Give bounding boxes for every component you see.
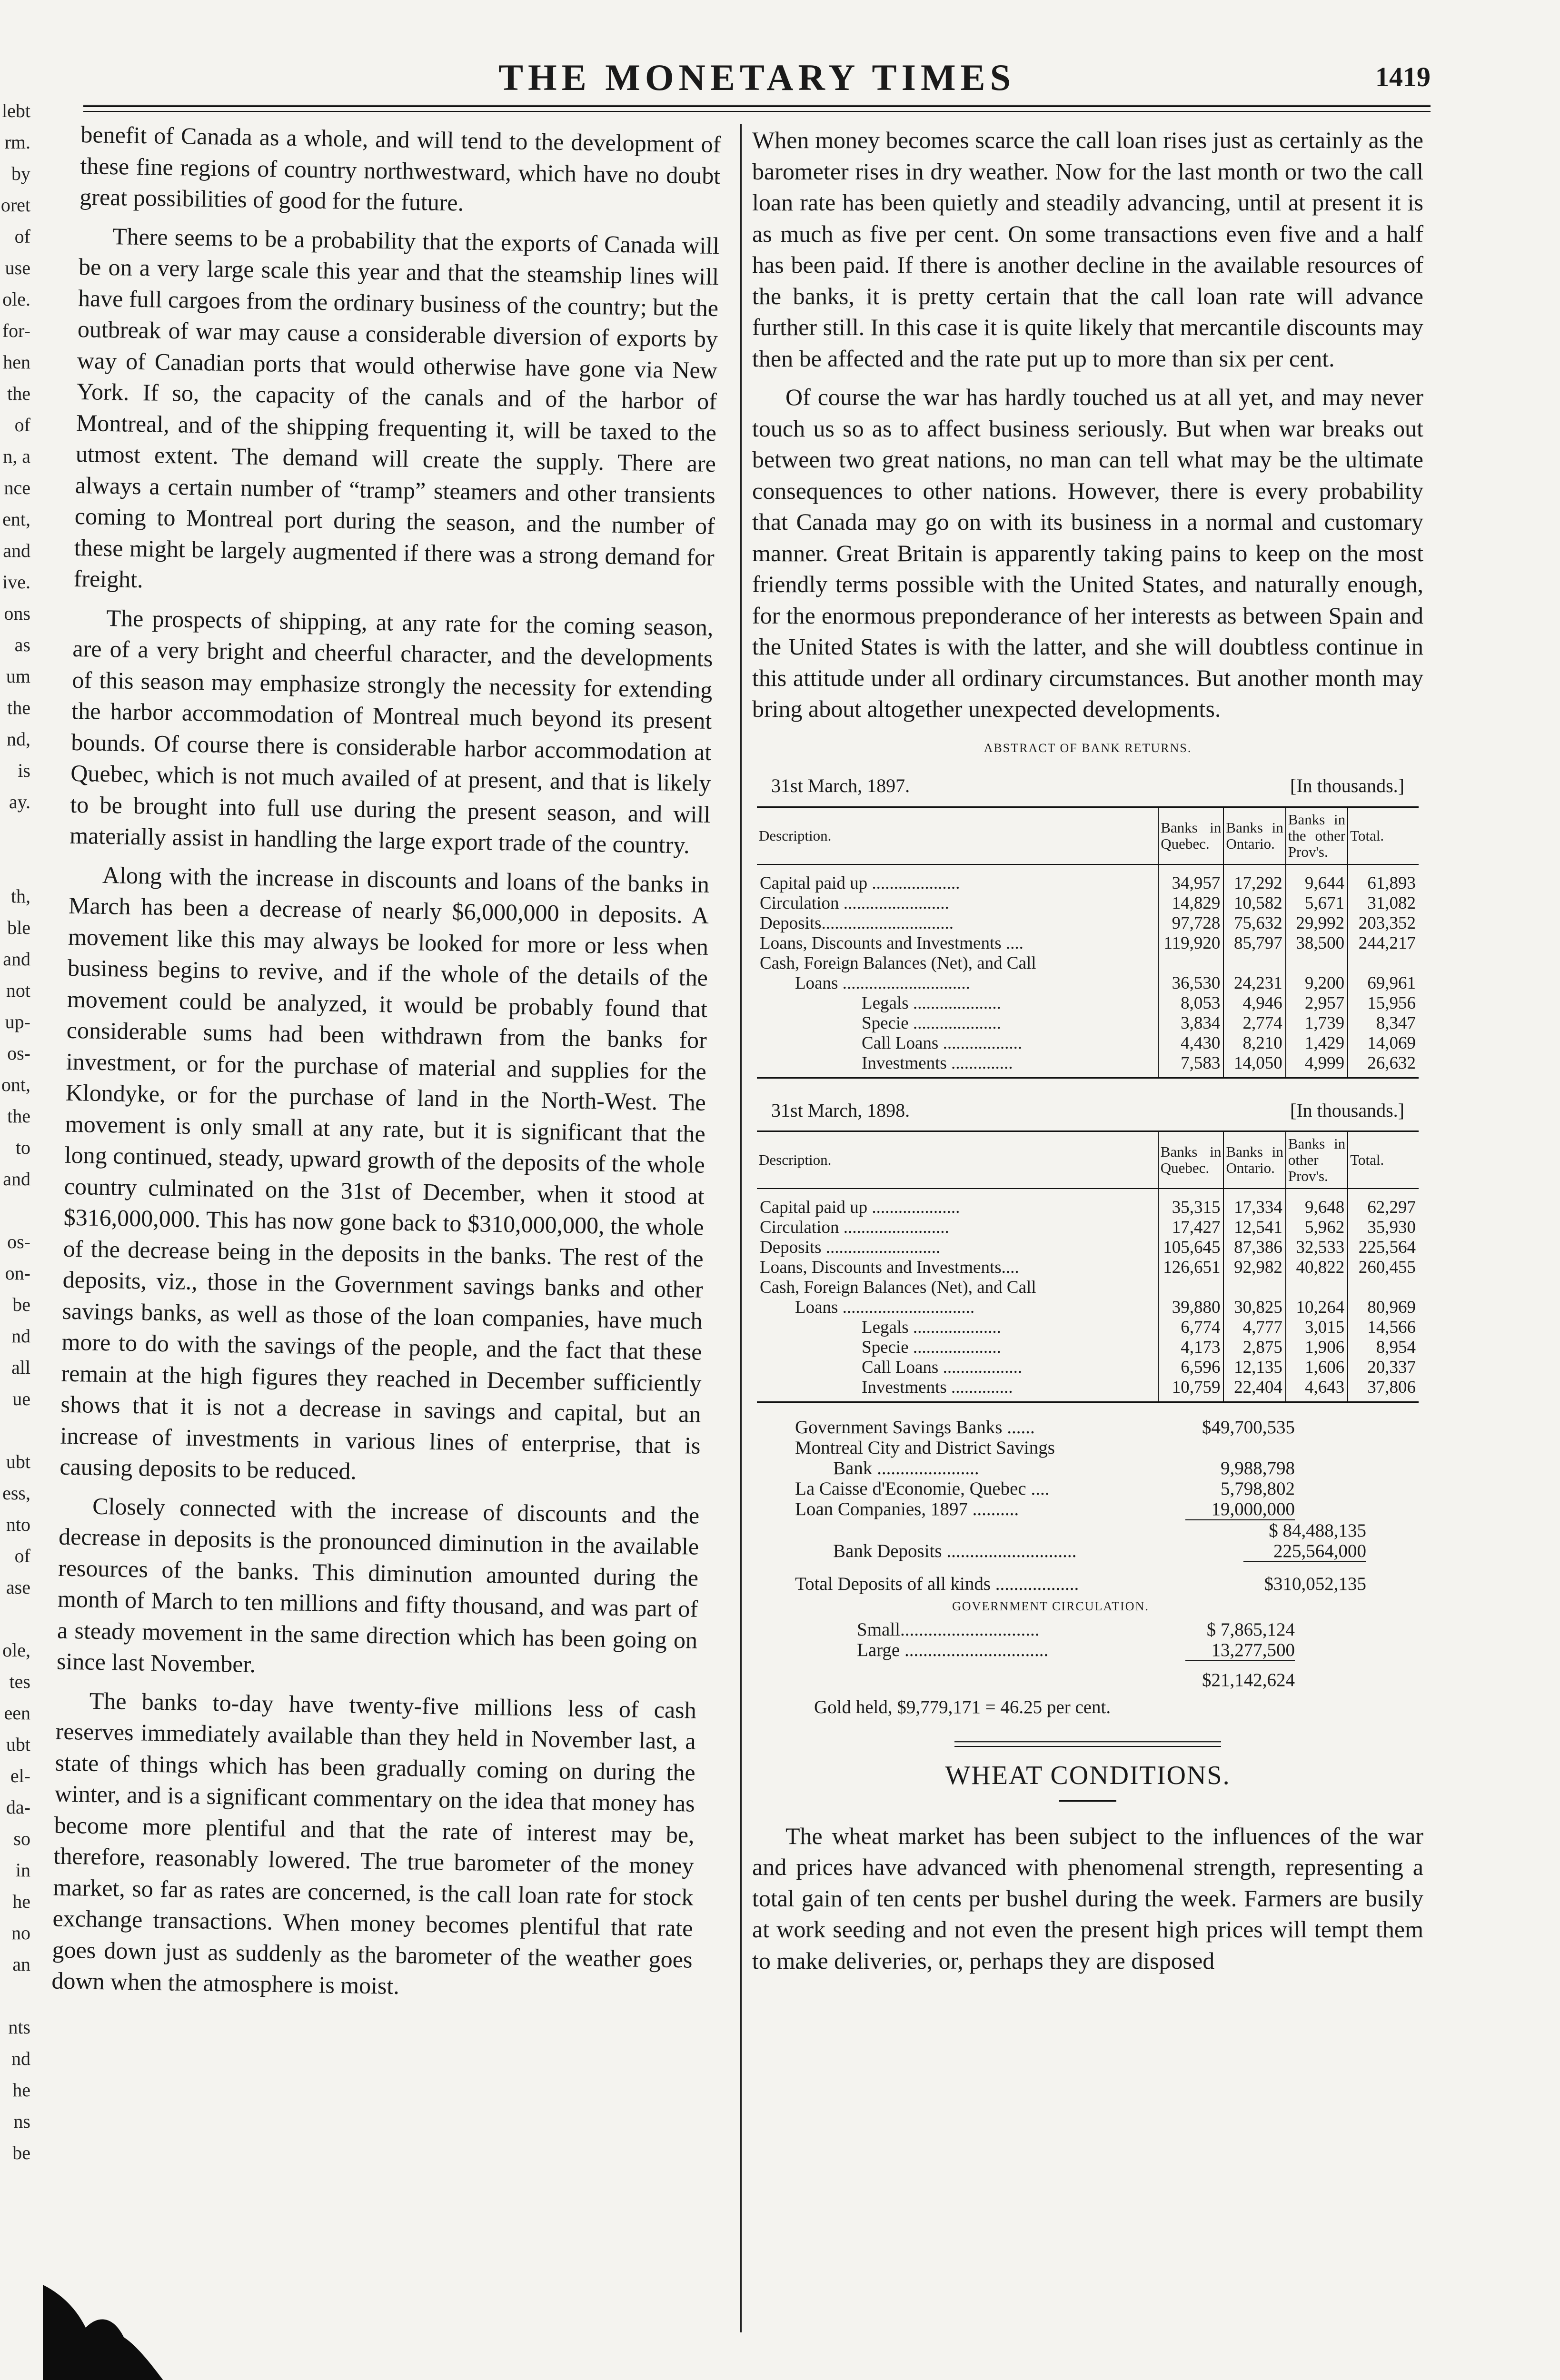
summary-circ-total: $21,142,624 xyxy=(1202,1670,1295,1690)
margin-fragment xyxy=(0,1415,33,1446)
margin-fragment: of xyxy=(14,1545,30,1567)
table-row xyxy=(757,1298,1419,1318)
column-header: Description. xyxy=(757,807,1158,864)
margin-fragment: os- xyxy=(7,1042,30,1064)
cell-value: 35,930 xyxy=(1348,1218,1419,1238)
cell-value: 14,566 xyxy=(1348,1318,1419,1338)
summary-row xyxy=(795,1520,1366,1541)
margin-fragment: ay. xyxy=(9,791,30,813)
margin-fragment: on- xyxy=(5,1262,30,1284)
margin-fragment: and xyxy=(3,1168,30,1190)
publication-title: THE MONETARY TIMES xyxy=(498,57,1015,98)
cell-value: 9,644 xyxy=(1286,873,1348,893)
margin-fragment: oret xyxy=(0,194,30,216)
cell-value: 119,920 xyxy=(1158,933,1223,953)
margin-fragment: be xyxy=(12,1294,30,1315)
cell-value: 126,651 xyxy=(1158,1258,1224,1278)
cell-value: 40,822 xyxy=(1286,1258,1348,1278)
margin-fragment: use xyxy=(5,257,30,278)
cell-value: 8,347 xyxy=(1348,1013,1419,1033)
cell-value: 39,880 xyxy=(1158,1298,1224,1318)
margin-fragment: nce xyxy=(4,477,30,498)
table-row xyxy=(757,1033,1419,1053)
summary-row xyxy=(795,1640,1366,1661)
summary-row xyxy=(795,1541,1366,1562)
cell-value: 29,992 xyxy=(1286,913,1348,933)
margin-fragment: the xyxy=(7,383,30,404)
cell-value: 1,906 xyxy=(1286,1338,1348,1358)
margin-fragment: th, xyxy=(10,885,30,907)
row-label: Capital paid up .................... xyxy=(760,1198,960,1217)
table-row xyxy=(757,1318,1419,1338)
cell-value: 14,050 xyxy=(1223,1053,1285,1078)
margin-fragment: he xyxy=(12,1891,30,1912)
left-paragraph: benefit of Canada as a whole, and will tend to the development of these fine regions of country northwestward, which have no doubt great possibilities of good for the future. xyxy=(79,120,721,216)
column-header: Total. xyxy=(1348,807,1419,864)
cell-value: 12,135 xyxy=(1223,1358,1285,1378)
section-rule xyxy=(954,1741,1221,1747)
summary-label: Total Deposits of all kinds .................. xyxy=(795,1574,1079,1594)
summary-label: Bank ...................... xyxy=(833,1458,979,1478)
table-row xyxy=(757,1198,1419,1218)
summary-label: Bank Deposits ............................ xyxy=(833,1541,1077,1561)
row-label: Legals .................... xyxy=(862,993,1001,1013)
ink-smudge xyxy=(43,2228,167,2380)
wheat-section-title: WHEAT CONDITIONS. xyxy=(945,1761,1231,1790)
summary-label: Government Savings Banks ...... xyxy=(795,1417,1035,1438)
cell-value: 24,231 xyxy=(1223,973,1285,993)
margin-fragment: of xyxy=(14,414,30,436)
summary-value: 225,564,000 xyxy=(1243,1541,1366,1562)
margin-fragment: nto xyxy=(6,1514,30,1535)
row-label: Circulation ........................ xyxy=(760,1218,949,1237)
margin-fragment: n, a xyxy=(3,446,30,467)
margin-fragment: up- xyxy=(5,1011,30,1032)
left-paragraph: The prospects of shipping, at any rate for the coming season, are of a very bright and cheerful character, and the developments of this season may emphasize strongly the necessity for extending the harbor accommodation of Montreal much beyond its present bounds. Of course there is considerable harbor accommodation at Quebec, which is not much availed of at present, and that is likely to be brought into full use during the present season, and will materially assist in handling the large export trade of the country. xyxy=(69,604,714,859)
margin-fragment: ole. xyxy=(2,288,30,310)
margin-fragment: ue xyxy=(12,1388,30,1409)
cell-value: 5,671 xyxy=(1286,893,1348,913)
cell-value: 203,352 xyxy=(1348,913,1419,933)
summary-value: $ 7,865,124 xyxy=(1206,1619,1295,1640)
left-paragraph: The banks to-day have twenty-five millions less of cash reserves immediately available than they held in November last, a state of things which has been gradually coming on during the winter, and is a significant commentary on the idea that money has become more plentiful and that the rate of interest may be, therefore, reasonably lowered. The true barometer of the money market, so far as rates are concerned, is the call loan rate for stock exchange transactions. When money becomes plentiful that rate goes down just as suddenly as the barometer of the weather goes down when the atmosphere is moist. xyxy=(51,1687,697,1999)
right-paragraph: Of course the war has hardly touched us at all yet, and may never touch us so as to affect business seriously. But when war breaks out between two great nations, no man can tell what may be the ultimate consequences to other nations. However, there is every probability that Canada may go on with its business in a normal and customary manner. Great Britain is apparently taking pains to keep on the most friendly terms possible with the United States, and naturally enough, for the enormous preponderance of her interests as between Spain and the United States is with the latter, and she will doubtless continue in this attitude under all ordinary circumstances. But another month may bring about altogether unexpected developments. xyxy=(752,384,1423,722)
cell-value: 105,645 xyxy=(1158,1238,1224,1258)
cell-value: 36,530 xyxy=(1158,973,1223,993)
margin-fragment: tes xyxy=(9,1671,30,1692)
cell-value: 2,774 xyxy=(1223,1013,1285,1033)
cell-value: 85,797 xyxy=(1223,933,1285,953)
cell-value: 26,632 xyxy=(1348,1053,1419,1078)
left-paragraph: Along with the increase in discounts and loans of the banks in March has been a decrease of nearly $6,000,000 in deposits. A movement like this may always be looked for more or less when business begins to revive, and if the whole of the details of the movement could be analyzed, it would be probably found that considerable sums had been withdrawn from the banks for investment, or for the purchase of material and supplies for the Klondyke, or for the purchase of land in the North-West. The movement is only small at any rate, but it is significant that the long continued, steady, upward growth of the deposits of the whole country culminated on the 31st of December, when it stood at $316,000,000. This has now gone back to $310,000,000, the whole of the decrease being in the deposits in the banks. The rest of the deposits, viz., those in the Government savings banks and other savings banks, as well as those of the loan companies, have much more to do with the savings of the people, and the fact that these remain at the high figures they reached in December sufficiently shows that it is not a decrease in savings and capital, but an increase of investments in various lines of enterprise, that is causing deposits to be reduced. xyxy=(60,861,710,1485)
cell-value: 4,777 xyxy=(1223,1318,1285,1338)
row-label: Cash, Foreign Balances (Net), and Call xyxy=(760,1278,1036,1297)
left-margin-fragments xyxy=(0,95,33,2380)
cell-value: 1,739 xyxy=(1286,1013,1348,1033)
row-label: Loans, Discounts and Investments.... xyxy=(760,1258,1019,1277)
summary-row xyxy=(795,1619,1366,1640)
table-row xyxy=(757,1218,1419,1238)
margin-fragment: so xyxy=(13,1828,30,1849)
short-rule xyxy=(1059,1800,1116,1802)
right-column xyxy=(752,125,1423,1984)
margin-fragment xyxy=(0,1195,33,1226)
cell-value: 97,728 xyxy=(1158,913,1223,933)
gold-held-line: Gold held, $9,779,171 = 46.25 per cent. xyxy=(814,1697,1111,1717)
cell-value: 4,173 xyxy=(1158,1338,1224,1358)
cell-value: 3,015 xyxy=(1286,1318,1348,1338)
margin-fragment: no xyxy=(11,1922,30,1944)
spacer-row xyxy=(757,1189,1419,1198)
table-row xyxy=(757,913,1419,933)
cell-value: 22,404 xyxy=(1223,1378,1285,1402)
summary-label: Loan Companies, 1897 .......... xyxy=(795,1499,1019,1519)
margin-fragment: be xyxy=(12,2142,30,2163)
cell-value: 37,806 xyxy=(1348,1378,1419,1402)
summary-row xyxy=(795,1417,1366,1438)
cell-value xyxy=(1223,1278,1285,1298)
cell-value: 75,632 xyxy=(1223,913,1285,933)
cell-value: 17,334 xyxy=(1223,1198,1285,1218)
margin-fragment: el- xyxy=(10,1765,30,1786)
margin-fragment xyxy=(0,849,33,881)
table-row xyxy=(757,1013,1419,1033)
cell-value: 1,606 xyxy=(1286,1358,1348,1378)
row-label: Call Loans .................. xyxy=(862,1358,1023,1377)
row-label: Loans ............................. xyxy=(795,973,970,993)
summary-label: La Caisse d'Economie, Quebec .... xyxy=(795,1478,1050,1499)
margin-fragment: and xyxy=(3,540,30,561)
margin-fragment: by xyxy=(11,163,30,184)
margin-fragment: ole, xyxy=(2,1639,30,1661)
row-label: Investments .............. xyxy=(757,1053,1158,1078)
cell-value xyxy=(1158,1278,1224,1298)
summary-value: 9,988,798 xyxy=(1221,1458,1295,1478)
cell-value: 38,500 xyxy=(1286,933,1348,953)
summary-value: 13,277,500 xyxy=(1185,1640,1295,1661)
cell-value: 4,430 xyxy=(1158,1033,1223,1053)
margin-fragment: nts xyxy=(8,2016,30,2038)
table-unit: [In thousands.] xyxy=(1290,775,1404,796)
table-row xyxy=(757,893,1419,913)
margin-fragment: een xyxy=(4,1702,30,1724)
cell-value: 2,957 xyxy=(1286,993,1348,1013)
margin-fragment: nd, xyxy=(7,728,30,750)
cell-value xyxy=(1348,1278,1419,1298)
margin-fragment: ubt xyxy=(6,1451,30,1472)
bank-returns-1898-table xyxy=(757,1130,1419,1403)
margin-fragment: ase xyxy=(6,1577,30,1598)
summary-total: $310,052,135 xyxy=(1264,1574,1366,1594)
cell-value: 62,297 xyxy=(1348,1198,1419,1218)
row-label: Legals .................... xyxy=(862,1318,1001,1337)
margin-fragment: ive. xyxy=(2,571,30,593)
deposits-summary xyxy=(795,1417,1366,1717)
cell-value: 8,210 xyxy=(1223,1033,1285,1053)
margin-fragment: all xyxy=(11,1357,30,1378)
cell-value: 61,893 xyxy=(1348,873,1419,893)
cell-value: 17,292 xyxy=(1223,873,1285,893)
bank-returns-1897-table xyxy=(757,806,1419,1079)
table-1897-meta xyxy=(771,770,1404,802)
cell-value: 4,643 xyxy=(1286,1378,1348,1402)
cell-value: 1,429 xyxy=(1286,1033,1348,1053)
abstract-caption: ABSTRACT OF BANK RETURNS. xyxy=(984,741,1192,755)
table-row xyxy=(757,953,1419,973)
cell-value: 9,648 xyxy=(1286,1198,1348,1218)
column-divider xyxy=(740,124,742,2332)
cell-value: 6,774 xyxy=(1158,1318,1224,1338)
cell-value: 92,982 xyxy=(1223,1258,1285,1278)
cell-value: 32,533 xyxy=(1286,1238,1348,1258)
table-row xyxy=(757,1278,1419,1298)
summary-row xyxy=(795,1458,1366,1478)
margin-fragment: ns xyxy=(13,2111,30,2132)
margin-fragment: as xyxy=(14,634,30,655)
margin-fragment: um xyxy=(6,665,30,687)
margin-fragment: to xyxy=(15,1137,30,1158)
margin-fragment: ess, xyxy=(2,1482,30,1504)
cell-value: 15,956 xyxy=(1348,993,1419,1013)
row-label: Loans .............................. xyxy=(795,1298,975,1317)
margin-fragment: rm. xyxy=(4,131,30,153)
margin-fragment xyxy=(0,818,33,849)
summary-row xyxy=(795,1478,1366,1499)
margin-fragment: ont, xyxy=(1,1074,30,1095)
column-header: Description. xyxy=(757,1131,1158,1189)
row-label: Investments .............. xyxy=(757,1378,1158,1402)
column-header: Banks in Quebec. xyxy=(1158,807,1223,864)
margin-fragment xyxy=(0,1603,33,1635)
page-header xyxy=(83,52,1431,100)
table-unit: [In thousands.] xyxy=(1290,1099,1404,1121)
margin-fragment: nd xyxy=(11,1325,30,1347)
margin-fragment: of xyxy=(14,226,30,247)
summary-value: $49,700,535 xyxy=(1202,1417,1295,1438)
margin-fragment: is xyxy=(18,760,30,781)
cell-value: 20,337 xyxy=(1348,1358,1419,1378)
summary-row xyxy=(795,1670,1366,1690)
cell-value: 10,582 xyxy=(1223,893,1285,913)
cell-value: 9,200 xyxy=(1286,973,1348,993)
margin-fragment: and xyxy=(3,948,30,970)
margin-fragment: not xyxy=(6,980,30,1001)
cell-value: 3,834 xyxy=(1158,1013,1223,1033)
row-label: Capital paid up .................... xyxy=(760,873,960,893)
column-header: Banks in the other Prov's. xyxy=(1286,807,1348,864)
cell-value: 10,264 xyxy=(1286,1298,1348,1318)
column-header: Banks in Quebec. xyxy=(1158,1131,1224,1189)
margin-fragment: in xyxy=(15,1859,30,1881)
row-label: Specie .................... xyxy=(862,1013,1001,1033)
margin-fragment: the xyxy=(7,1105,30,1127)
right-paragraph: When money becomes scarce the call loan rises just as certainly as the barometer rises in dry weather. Now for the last month or two the call loan rate has been quietly and steadily advancing, until at present it is as much as five per cent. On some transactions even five and a half has been paid. If there is another decline in the available resources of the banks, it is pretty certain that the call loan rate will advance further still. In this case it is quite likely that mercantile discounts may then be affected and the rate put up to more than six per cent. xyxy=(752,127,1423,372)
cell-value: 8,954 xyxy=(1348,1338,1419,1358)
cell-value: 12,541 xyxy=(1223,1218,1285,1238)
margin-fragment: ble xyxy=(7,917,30,938)
table-row xyxy=(757,993,1419,1013)
cell-value: 14,829 xyxy=(1158,893,1223,913)
cell-value xyxy=(1286,1278,1348,1298)
cell-value: 244,217 xyxy=(1348,933,1419,953)
cell-value: 225,564 xyxy=(1348,1238,1419,1258)
cell-value: 17,427 xyxy=(1158,1218,1224,1238)
table-date: 31st March, 1897. xyxy=(771,775,910,796)
cell-value: 14,069 xyxy=(1348,1033,1419,1053)
cell-value: 80,969 xyxy=(1348,1298,1419,1318)
column-header: Banks in other Prov's. xyxy=(1286,1131,1348,1189)
table-row xyxy=(757,873,1419,893)
table-row xyxy=(757,973,1419,993)
table-1898-meta xyxy=(771,1095,1404,1126)
cell-value xyxy=(1348,953,1419,973)
margin-fragment: the xyxy=(7,697,30,718)
margin-fragment: ons xyxy=(4,603,30,624)
table-date: 31st March, 1898. xyxy=(771,1099,910,1121)
summary-row xyxy=(795,1438,1366,1458)
summary-value: 5,798,802 xyxy=(1221,1478,1295,1499)
left-paragraph: Closely connected with the increase of discounts and the decrease in deposits is the pronounced diminution in the available resources of the banks. This diminution amounted during the month of March to ten millions and fifty thousand, and was part of a steady movement in the same direction which has been going on since last November. xyxy=(56,1492,700,1678)
header-rule xyxy=(83,105,1431,112)
table-row xyxy=(757,1338,1419,1358)
table-row xyxy=(757,1378,1419,1402)
cell-value: 8,053 xyxy=(1158,993,1223,1013)
margin-fragment xyxy=(0,1980,33,2012)
margin-fragment: ubt xyxy=(6,1734,30,1755)
cell-value: 6,596 xyxy=(1158,1358,1224,1378)
cell-value: 35,315 xyxy=(1158,1198,1224,1218)
margin-fragment: an xyxy=(12,1954,30,1975)
page-number: 1419 xyxy=(1375,61,1431,92)
summary-value: 19,000,000 xyxy=(1185,1499,1295,1520)
cell-value xyxy=(1286,953,1348,973)
cell-value: 31,082 xyxy=(1348,893,1419,913)
margin-fragment: os- xyxy=(7,1231,30,1252)
cell-value: 260,455 xyxy=(1348,1258,1419,1278)
table-row xyxy=(757,1258,1419,1278)
cell-value: 69,961 xyxy=(1348,973,1419,993)
row-label: Deposits.............................. xyxy=(760,913,954,933)
row-label: Deposits .......................... xyxy=(760,1238,941,1257)
cell-value: 4,999 xyxy=(1286,1053,1348,1078)
summary-row xyxy=(795,1574,1366,1594)
margin-fragment: ent, xyxy=(2,508,30,530)
cell-value: 7,583 xyxy=(1158,1053,1223,1078)
table-row xyxy=(757,1238,1419,1258)
table-row xyxy=(757,1053,1419,1078)
spacer-row xyxy=(757,864,1419,873)
row-label: Cash, Foreign Balances (Net), and Call xyxy=(760,953,1036,973)
table-row xyxy=(757,933,1419,953)
summary-row xyxy=(795,1499,1366,1520)
wheat-paragraph: The wheat market has been subject to the influences of the war and prices have advanced with phenomenal strength, representing a total gain of ten cents per bushel during the week. Farmers are busily at work seeding and not even the present high prices will tempt them to make deliveries, or, perhaps they are disposed xyxy=(752,1822,1423,1974)
row-label: Call Loans .................. xyxy=(862,1033,1023,1053)
margin-fragment: hen xyxy=(3,351,30,373)
margin-fragment: nd xyxy=(11,2048,30,2069)
margin-fragment: da- xyxy=(6,1796,30,1818)
cell-value: 30,825 xyxy=(1223,1298,1285,1318)
cell-value xyxy=(1158,953,1223,973)
row-label: Loans, Discounts and Investments .... xyxy=(760,933,1023,953)
margin-fragment: lebt xyxy=(2,100,30,121)
left-column xyxy=(51,119,721,2014)
row-label: Specie .................... xyxy=(862,1338,1001,1357)
summary-label: Small.............................. xyxy=(857,1619,1040,1640)
table-row xyxy=(757,1358,1419,1378)
left-paragraph: There seems to be a probability that the exports of Canada will be on a very large scale this year and that the steamship lines will have full cargoes from the ordinary business of the country; but the outbreak of war may cause a considerable diversion of exports by way of Canadian ports that would otherwise have gone via New York. If so, the capacity of the canals and of the harbor of Montreal, and of the shipping frequenting it, will be taxed to the utmost extent. The demand will create the supply. There are always a certain number of “tramp” steamers and other transients coming to Montreal port during the season, and the number of these might be largely augmented if there was a strong demand for freight. xyxy=(73,222,720,593)
summary-label: Montreal City and District Savings xyxy=(795,1438,1055,1458)
gov-circulation-heading: GOVERNMENT CIRCULATION. xyxy=(952,1599,1149,1613)
column-header: Total. xyxy=(1348,1131,1419,1189)
cell-value xyxy=(1223,953,1285,973)
row-label: Circulation ........................ xyxy=(760,893,949,913)
cell-value: 2,875 xyxy=(1223,1338,1285,1358)
summary-label: Large ............................... xyxy=(857,1640,1049,1660)
cell-value: 34,957 xyxy=(1158,873,1223,893)
cell-value: 10,759 xyxy=(1158,1378,1224,1402)
column-header: Banks in Ontario. xyxy=(1223,807,1285,864)
column-header: Banks in Ontario. xyxy=(1223,1131,1285,1189)
margin-fragment: he xyxy=(12,2079,30,2101)
cell-value: 87,386 xyxy=(1223,1238,1285,1258)
cell-value: 4,946 xyxy=(1223,993,1285,1013)
margin-fragment: for- xyxy=(2,320,30,341)
cell-value: 5,962 xyxy=(1286,1218,1348,1238)
summary-subtotal: $ 84,488,135 xyxy=(1269,1520,1366,1541)
